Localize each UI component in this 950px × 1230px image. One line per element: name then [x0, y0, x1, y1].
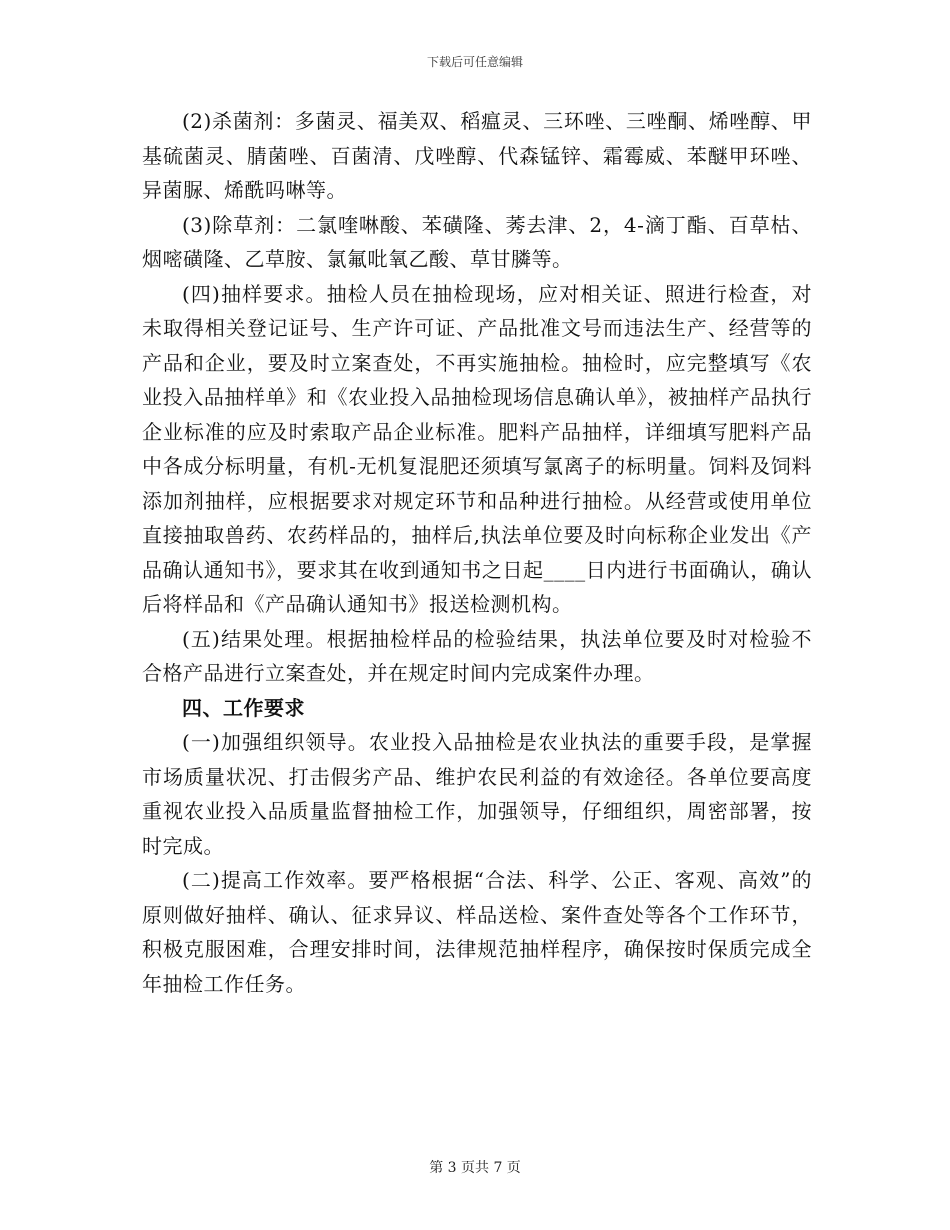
paragraph-result-handling: (五)结果处理。根据抽检样品的检验结果，执法单位要及时对检验不合格产品进行立案查处，并在规定时间内完成案件办理。: [142, 626, 812, 685]
paragraph-fungicides: (2)杀菌剂：多菌灵、福美双、稻瘟灵、三环唑、三唑酮、烯唑醇、甲基硫菌灵、腈菌唑、百菌清、戊唑醇、代森锰锌、霜霉威、苯醚甲环唑、异菌脲、烯酰吗啉等。: [142, 109, 812, 202]
section-heading-work-requirements: 四、工作要求: [182, 695, 305, 720]
page-footer: 第 3 页共 7 页: [429, 1160, 521, 1176]
paragraph-strengthen-leadership: (一)加强组织领导。农业投入品抽检是农业执法的重要手段，是掌握市场质量状况、打击假劣产品、维护农民利益的有效途径。各单位要高度重视农业投入品质量监督抽检工作，加强领导，仔细组织，周密部署，按时完成。: [142, 730, 812, 858]
paragraph-improve-efficiency: (二)提高工作效率。要严格根据“合法、科学、公正、客观、高效”的原则做好抽样、确认、征求异议、样品送检、案件查处等各个工作环节，积极克服困难，合理安排时间，法律规范抽样程序，确保按时保质完成全年抽检工作任务。: [142, 868, 812, 996]
paragraph-herbicides: (3)除草剂：二氯喹啉酸、苯磺隆、莠去津、2，4-滴丁酯、百草枯、烟嘧磺隆、乙草胺、氯氟吡氧乙酸、草甘膦等。: [142, 212, 812, 271]
document-body: [142, 104, 812, 1001]
page-header: 下载后可任意编辑: [426, 55, 523, 69]
paragraph-sampling-requirements: (四)抽样要求。抽检人员在抽检现场，应对相关证、照进行检查，对未取得相关登记证号、生产许可证、产品批准文号而违法生产、经营等的产品和企业，要及时立案查处，不再实施抽检。抽检时，应完整填写《农业投入品抽样单》和《农业投入品抽检现场信息确认单》，被抽样产品执行企业标准的应及时索取产品企业标准。肥料产品抽样，详细填写肥料产品中各成分标明量，有机-无机复混肥还须填写氯离子的标明量。饲料及饲料添加剂抽样，应根据要求对规定环节和品种进行抽检。从经营或使用单位直接抽取兽药、农药样品的，抽样后,执法单位要及时向标称企业发出《产品确认通知书》，要求其在收到通知书之日起____日内进行书面确认，确认后将样品和《产品确认通知书》报送检测机构。: [142, 281, 812, 616]
